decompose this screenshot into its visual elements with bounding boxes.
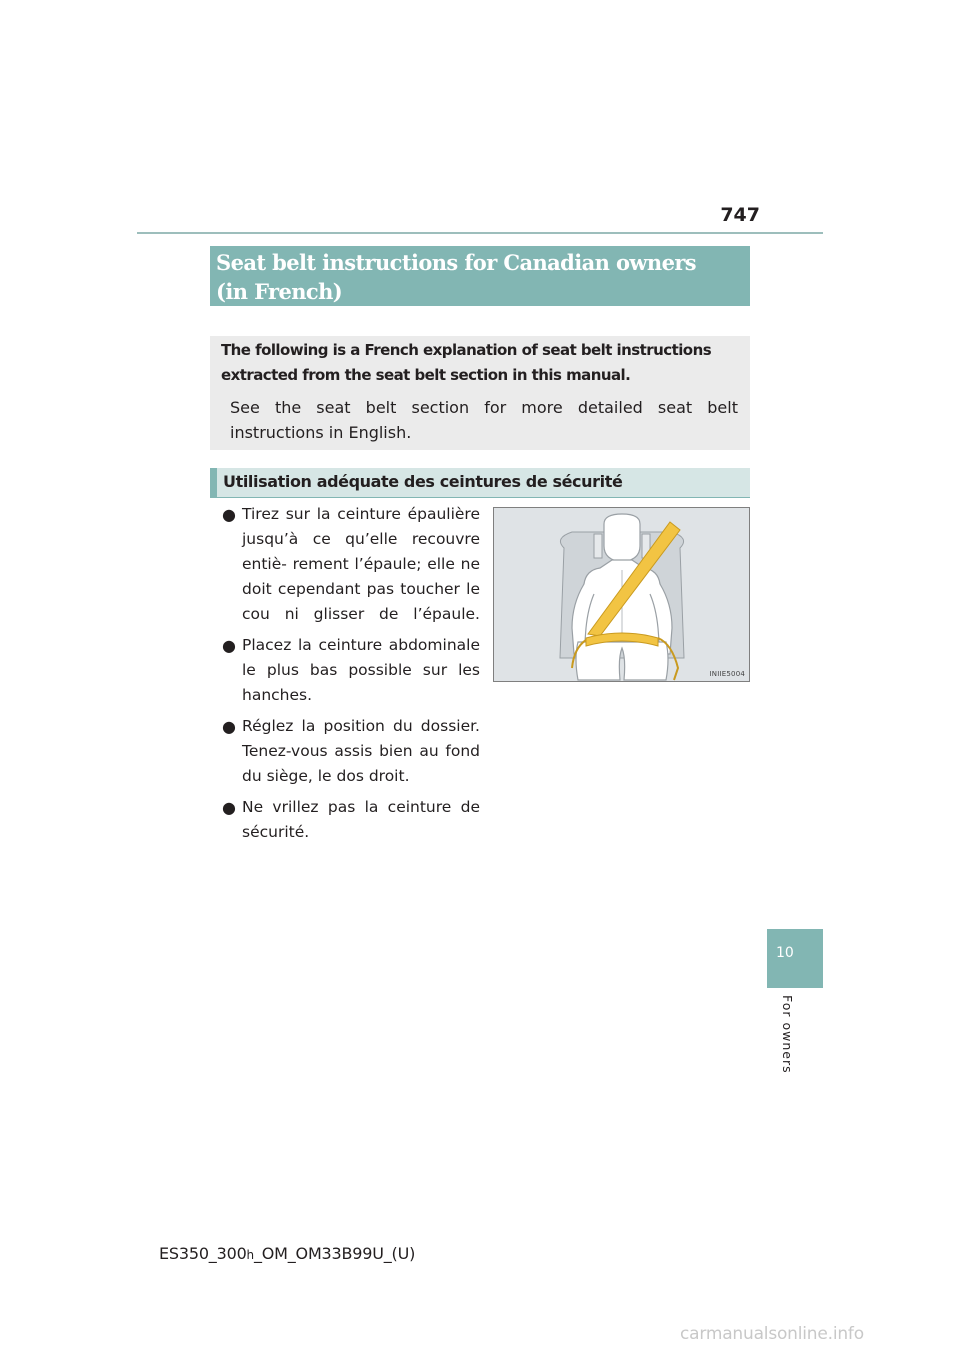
footer-model-part-a: ES350_300: [159, 1244, 247, 1263]
intro-bold-text: The following is a French explanation of seat belt instructions extracted from the seat belt section in this manual.: [221, 341, 712, 384]
footer-model-part-b: _OM_OM33B99U_(U): [253, 1244, 416, 1263]
list-item: [222, 795, 480, 845]
bullet-icon: ●: [222, 717, 236, 736]
header-rule: [137, 232, 823, 234]
page-number: 747: [720, 204, 760, 226]
seat-belt-illustration: [493, 507, 750, 682]
bullet-icon: ●: [222, 798, 236, 817]
list-item-text: Réglez la position du dossier. Tenez-vous assis bien au fond du siège, le dos droit.: [242, 717, 480, 785]
list-item-text: Placez la ceinture abdominale le plus bas possible sur les hanches.: [242, 636, 480, 704]
list-item-text: Ne vrillez pas la ceinture de sécurité.: [242, 798, 480, 841]
figure-code: INIIE5004: [709, 670, 745, 678]
instruction-list: [222, 502, 480, 851]
page-title-line-1: Seat belt instructions for Canadian owners: [216, 250, 697, 275]
chapter-tab: [767, 929, 823, 988]
footer-model-code: [159, 1244, 415, 1263]
list-item: [222, 714, 480, 789]
bullet-icon: ●: [222, 636, 236, 655]
bullet-icon: ●: [222, 505, 236, 524]
chapter-label: For owners: [780, 995, 795, 1074]
intro-box: [210, 336, 750, 450]
watermark: carmanualsonline.info: [680, 1324, 864, 1344]
seated-person-illustration: [494, 508, 749, 681]
page-title-line-2: (in French): [216, 279, 343, 304]
footer-model-part-h: h: [246, 1248, 254, 1262]
section-title-box: [210, 246, 750, 306]
intro-normal-text: See the seat belt section for more detailed seat belt instructions in English.: [230, 398, 738, 442]
list-item: [222, 502, 480, 627]
list-item: [222, 633, 480, 708]
list-item-text: Tirez sur la ceinture épaulière jusqu’à ce qu’elle recouvre entiè- rement l’épaule; elle ne doit cependant pas toucher le cou ni glisser de l’épaule.: [242, 505, 480, 623]
chapter-number: 10: [776, 945, 794, 961]
subsection-heading-text: Utilisation adéquate des ceintures de sécurité: [223, 472, 623, 491]
subsection-heading: [210, 468, 750, 498]
